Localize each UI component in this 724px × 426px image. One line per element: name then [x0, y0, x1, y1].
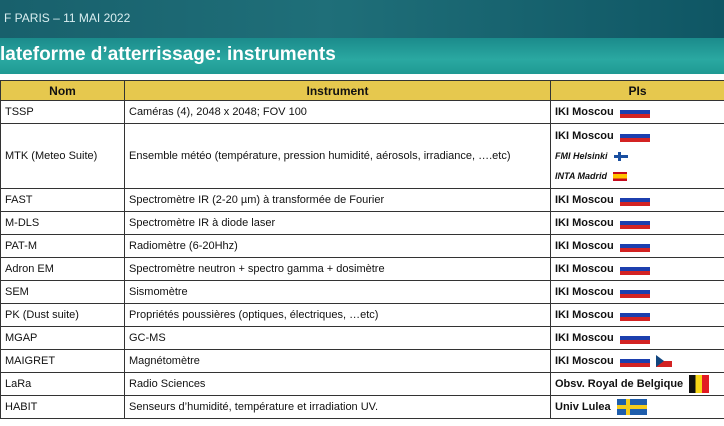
- cell-nom: HABIT: [1, 396, 125, 419]
- cell-instrument: Spectromètre IR (2-20 µm) à transformée de Fourier: [125, 189, 551, 212]
- cell-instrument: Sismomètre: [125, 281, 551, 304]
- table-row: [1, 281, 724, 304]
- table-row: [1, 189, 724, 212]
- cell-pis: [551, 373, 724, 396]
- slide-title: lateforme d’atterrissage: instruments: [0, 44, 336, 65]
- table-row: [1, 373, 724, 396]
- flag-ru-icon: [620, 263, 650, 275]
- pi-entry: [555, 374, 720, 394]
- pi-entry: [555, 328, 720, 348]
- table-row: [1, 304, 724, 327]
- table-row: [1, 101, 724, 124]
- cell-pis: [551, 101, 724, 124]
- table-row: [1, 396, 724, 419]
- table-row: [1, 258, 724, 281]
- cell-nom: SEM: [1, 281, 125, 304]
- table-row: [1, 350, 724, 373]
- cell-instrument: Radiomètre (6-20Hhz): [125, 235, 551, 258]
- cell-instrument: Propriétés poussières (optiques, électriques, …etc): [125, 304, 551, 327]
- flag-be-icon: [689, 375, 709, 393]
- pi-name: INTA Madrid: [555, 171, 607, 181]
- pi-entry: [555, 305, 720, 325]
- flag-es-icon: [613, 172, 627, 181]
- flag-cz-icon: [656, 355, 672, 367]
- cell-pis: [551, 258, 724, 281]
- pi-name: IKI Moscou: [555, 106, 614, 118]
- flag-ru-icon: [620, 217, 650, 229]
- pi-entry: [555, 126, 720, 146]
- cell-instrument: Ensemble météo (température, pression humidité, aérosols, irradiance, ….etc): [125, 124, 551, 189]
- cell-nom: LaRa: [1, 373, 125, 396]
- pi-name: IKI Moscou: [555, 355, 614, 367]
- cell-nom: MAIGRET: [1, 350, 125, 373]
- flag-ru-icon: [620, 106, 650, 118]
- pi-entry: [555, 146, 720, 166]
- pi-entry: [555, 351, 720, 371]
- instrument-table: [0, 80, 724, 419]
- pi-name: IKI Moscou: [555, 263, 614, 275]
- cell-pis: [551, 304, 724, 327]
- column-header-nom: Nom: [1, 81, 125, 101]
- pi-name: IKI Moscou: [555, 309, 614, 321]
- cell-pis: [551, 235, 724, 258]
- table-row: [1, 235, 724, 258]
- pi-name: IKI Moscou: [555, 240, 614, 252]
- event-line: F PARIS – 11 MAI 2022: [4, 11, 131, 25]
- flag-ru-icon: [620, 309, 650, 321]
- column-header-instrument: Instrument: [125, 81, 551, 101]
- flag-ru-icon: [620, 332, 650, 344]
- cell-nom: FAST: [1, 189, 125, 212]
- cell-instrument: Spectromètre IR à diode laser: [125, 212, 551, 235]
- cell-nom: PK (Dust suite): [1, 304, 125, 327]
- pi-name: IKI Moscou: [555, 194, 614, 206]
- cell-nom: M-DLS: [1, 212, 125, 235]
- pi-name: Obsv. Royal de Belgique: [555, 378, 684, 390]
- flag-ru-icon: [620, 194, 650, 206]
- pi-entry: [555, 397, 720, 417]
- pi-name: FMI Helsinki: [555, 151, 608, 161]
- cell-pis: [551, 189, 724, 212]
- cell-instrument: Magnétomètre: [125, 350, 551, 373]
- table-row: [1, 212, 724, 235]
- cell-pis: [551, 350, 724, 373]
- pi-entry: [555, 166, 720, 186]
- cell-instrument: Radio Sciences: [125, 373, 551, 396]
- pi-name: IKI Moscou: [555, 332, 614, 344]
- pi-name: IKI Moscou: [555, 286, 614, 298]
- column-header-pis: PIs: [551, 81, 724, 101]
- event-header: [0, 0, 724, 38]
- cell-pis: [551, 327, 724, 350]
- slide-title-bar: [0, 38, 724, 74]
- cell-instrument: Spectromètre neutron + spectro gamma + dosimètre: [125, 258, 551, 281]
- pi-entry: [555, 282, 720, 302]
- pi-name: IKI Moscou: [555, 130, 614, 142]
- pi-entry: [555, 213, 720, 233]
- table-row: [1, 124, 724, 189]
- cell-instrument: GC-MS: [125, 327, 551, 350]
- cell-nom: MTK (Meteo Suite): [1, 124, 125, 189]
- table-row: [1, 327, 724, 350]
- cell-pis: [551, 212, 724, 235]
- pi-name: Univ Lulea: [555, 401, 611, 413]
- cell-nom: TSSP: [1, 101, 125, 124]
- pi-entry: [555, 259, 720, 279]
- pi-entry: [555, 102, 720, 122]
- pi-entry: [555, 190, 720, 210]
- instrument-table-sheet: [0, 74, 724, 426]
- pi-entry: [555, 236, 720, 256]
- flag-se-icon: [617, 399, 647, 415]
- flag-ru-icon: [620, 355, 650, 367]
- flag-fi-icon: [614, 152, 628, 161]
- cell-instrument: Senseurs d’humidité, température et irradiation UV.: [125, 396, 551, 419]
- cell-nom: Adron EM: [1, 258, 125, 281]
- cell-nom: PAT-M: [1, 235, 125, 258]
- flag-ru-icon: [620, 240, 650, 252]
- cell-instrument: Caméras (4), 2048 x 2048; FOV 100: [125, 101, 551, 124]
- cell-pis: [551, 396, 724, 419]
- flag-ru-icon: [620, 130, 650, 142]
- pi-name: IKI Moscou: [555, 217, 614, 229]
- table-header-row: [1, 81, 724, 101]
- cell-pis: [551, 124, 724, 189]
- cell-pis: [551, 281, 724, 304]
- flag-ru-icon: [620, 286, 650, 298]
- cell-nom: MGAP: [1, 327, 125, 350]
